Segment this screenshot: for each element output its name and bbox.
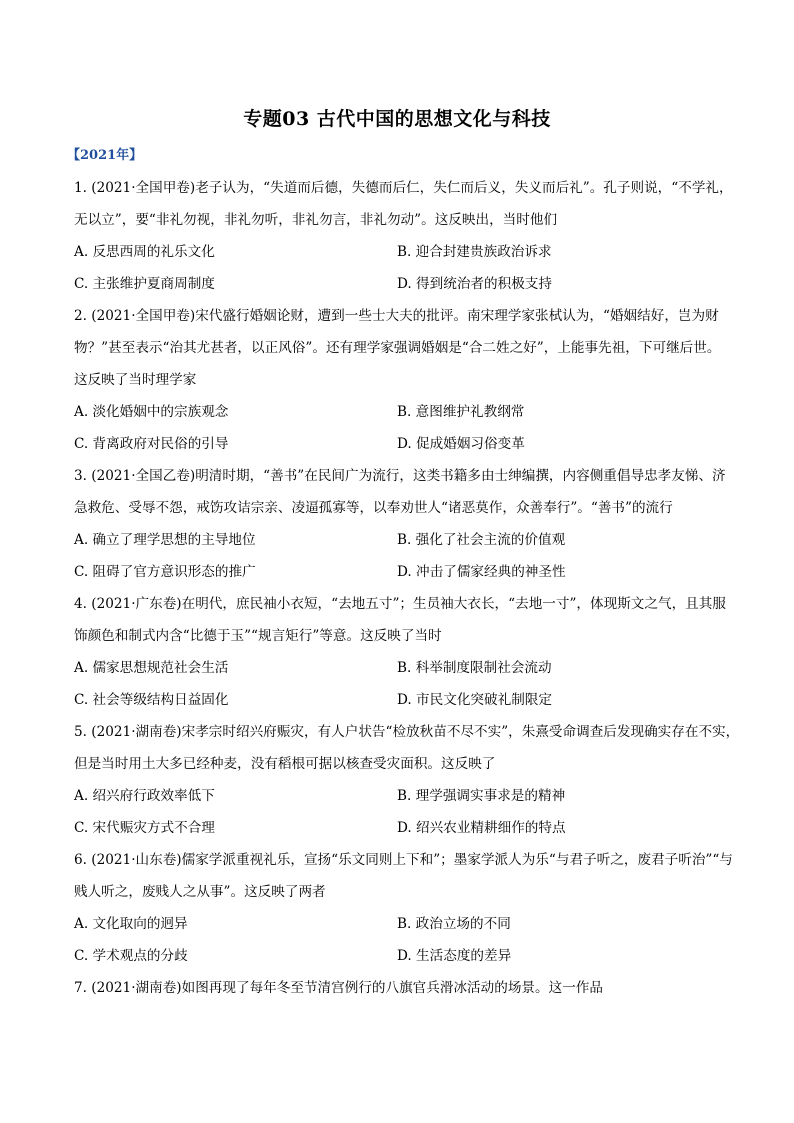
answer-option: D. 促成婚姻习俗变革 — [397, 436, 525, 452]
question-text-line: 但是当时用土大多已经种麦，没有稻根可据以核查受灾面积。这反映了 — [74, 756, 496, 772]
answer-option: C. 宋代赈灾方式不合理 — [74, 820, 215, 836]
question-text-line: 物？”甚至表示“治其尤甚者，以正风俗”。还有理学家强调婚姻是“合二姓之好”，上能事先祖，下可继后世。 — [74, 340, 721, 356]
answer-option: C. 学术观点的分歧 — [74, 948, 188, 964]
question-text-line: 2. (2021·全国甲卷)宋代盛行婚姻论财，遭到一些士大夫的批评。南宋理学家张栻认为，“婚姻结好，岂为财 — [74, 308, 719, 324]
answer-option: A. 确立了理学思想的主导地位 — [74, 532, 256, 548]
option-row — [74, 812, 734, 844]
option-row — [74, 236, 734, 268]
answer-option: C. 主张维护夏商周制度 — [74, 276, 215, 292]
answer-option: A. 儒家思想规范社会生活 — [74, 660, 229, 676]
answer-option: C. 背离政府对民俗的引导 — [74, 436, 229, 452]
answer-option: B. 科举制度限制社会流动 — [397, 660, 552, 676]
question-text-line: 饰颜色和制式内含“比德于玉”“规言矩行”等意。这反映了当时 — [74, 628, 442, 644]
answer-option: D. 得到统治者的积极支持 — [397, 276, 552, 292]
option-row — [74, 556, 734, 588]
question-text-line: 贱人听之，废贱人之从事”。这反映了两者 — [74, 884, 326, 900]
answer-option: D. 冲击了儒家经典的神圣性 — [397, 564, 566, 580]
option-row — [74, 396, 734, 428]
question-stem — [74, 300, 734, 396]
question-stem — [74, 972, 734, 1004]
answer-option: D. 生活态度的差异 — [397, 948, 512, 964]
answer-option: A. 绍兴府行政效率低下 — [74, 788, 215, 804]
question-text-line: 6. (2021·山东卷)儒家学派重视礼乐，宣扬“乐文同则上下和”；墨家学派人为乐“与君子听之，废君子听治”“与 — [74, 852, 733, 868]
question-text-line: 无以立”，要“非礼勿视，非礼勿听，非礼勿言，非礼勿动”。这反映出，当时他们 — [74, 212, 558, 228]
section-heading: 【2021年】 — [67, 148, 143, 163]
option-row — [74, 780, 734, 812]
question-stem — [74, 172, 734, 236]
answer-option: B. 政治立场的不同 — [397, 916, 511, 932]
answer-option: D. 绍兴农业精耕细作的特点 — [397, 820, 566, 836]
question-text-line: 急救危、受辱不怨，戒饬攻诘宗亲、凌逼孤寡等，以奉劝世人“诸恶莫作，众善奉行”。“善书”的流行 — [74, 500, 673, 516]
question-text-line: 5. (2021·湖南卷)宋孝宗时绍兴府赈灾，有人户状告“检放秋苗不尽不实”，朱熹受命调查后发现确实存在不实， — [74, 724, 740, 740]
answer-option: A. 反思西周的礼乐文化 — [74, 244, 215, 260]
option-row — [74, 652, 734, 684]
answer-option: A. 文化取向的迥异 — [74, 916, 188, 932]
page-title: 专题03 古代中国的思想文化与科技 — [243, 108, 551, 130]
question-stem — [74, 844, 734, 908]
question-text-line: 3. (2021·全国乙卷)明清时期，“善书”在民间广为流行，这类书籍多由士绅编撰，内容侧重倡导忠孝友悌、济 — [74, 468, 726, 484]
answer-option: C. 社会等级结构日益固化 — [74, 692, 229, 708]
answer-option: D. 市民文化突破礼制限定 — [397, 692, 552, 708]
option-row — [74, 524, 734, 556]
answer-option: B. 迎合封建贵族政治诉求 — [397, 244, 552, 260]
answer-option: A. 淡化婚姻中的宗族观念 — [74, 404, 229, 420]
option-row — [74, 684, 734, 716]
answer-option: B. 意图维护礼教纲常 — [397, 404, 525, 420]
question-list — [74, 172, 740, 1004]
question-stem — [74, 460, 734, 524]
option-row — [74, 940, 734, 972]
answer-option: B. 强化了社会主流的价值观 — [397, 532, 566, 548]
question-text-line: 1. (2021·全国甲卷)老子认为，“失道而后德，失德而后仁，失仁而后义，失义而后礼”。孔子则说，“不学礼， — [74, 180, 733, 196]
option-row — [74, 268, 734, 300]
question-text-line: 4. (2021·广东卷)在明代，庶民袖小衣短，“去地五寸”；生员袖大衣长，“去地一寸”，体现斯文之气，且其服 — [74, 596, 726, 612]
question-stem — [74, 588, 734, 652]
question-text-line: 这反映了当时理学家 — [74, 372, 197, 388]
option-row — [74, 908, 734, 940]
question-stem — [74, 716, 740, 780]
question-text-line: 7. (2021·湖南卷)如图再现了每年冬至节清宫例行的八旗官兵滑冰活动的场景。这一作品 — [74, 980, 603, 996]
answer-option: B. 理学强调实事求是的精神 — [397, 788, 566, 804]
answer-option: C. 阻碍了官方意识形态的推广 — [74, 564, 256, 580]
option-row — [74, 428, 734, 460]
